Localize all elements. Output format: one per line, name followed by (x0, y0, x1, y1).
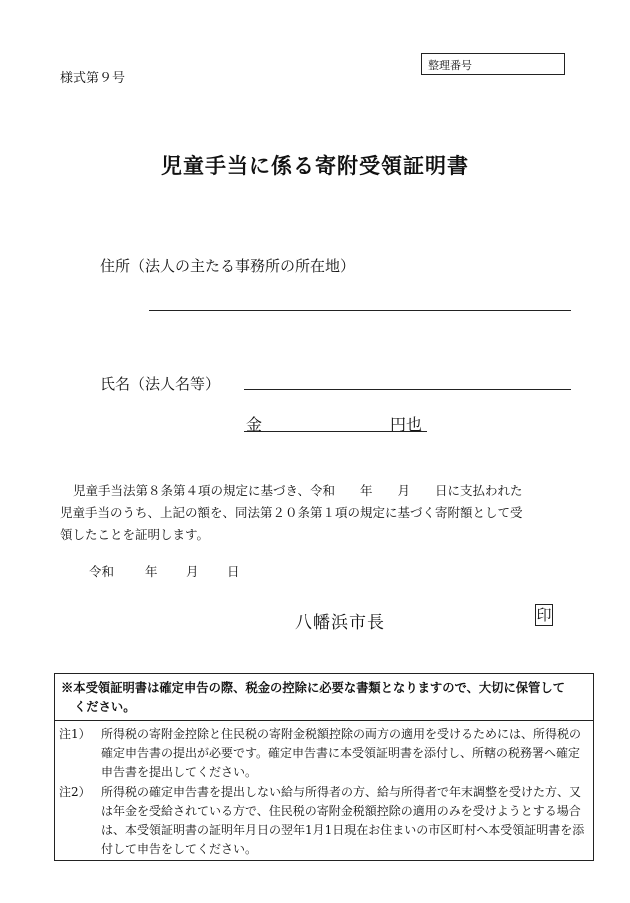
note-2-text: 所得税の確定申告書を提出しない給与所得者の方、給与所得者で年末調整を受けた方、又は年金を受給されている方で、住民税の寄附金税額控除の適用のみを受けようとする場合は、本受領証明書の証明年月日の翌年1月1日現在お住まいの市区町村へ本受領証明書を添付して申告をしてください。 (101, 784, 585, 857)
notice-heading (55, 674, 593, 721)
reference-number-field[interactable] (421, 53, 565, 75)
certification-line-2: 児童手当のうち、上記の額を、同法第２０条第１項の規定に基づく寄附額として受 (60, 505, 523, 520)
address-label: 住所（法人の主たる事務所の所在地） (100, 257, 356, 275)
note-1 (55, 725, 593, 783)
certification-line-3: 領したことを証明します。 (60, 527, 210, 542)
notice-heading-line-2: ください。 (74, 699, 136, 714)
notice-box (54, 673, 594, 861)
note-1-label: 注1） (59, 727, 91, 741)
note-2-label: 注2） (59, 784, 91, 799)
date-day: 日 (227, 564, 240, 579)
date-month: 月 (186, 564, 199, 579)
name-line[interactable] (244, 389, 571, 390)
name-label: 氏名（法人名等） (100, 375, 221, 393)
document-title: 児童手当に係る寄附受領証明書 (161, 153, 469, 178)
notice-heading-line-1: ※本受領証明書は確定申告の際、税金の控除に必要な書類となりますので、大切に保管して (61, 680, 565, 695)
date-year: 年 (145, 564, 158, 579)
issuer-name: 八幡浜市長 (295, 613, 385, 633)
amount-prefix: 金 (246, 415, 263, 434)
note-2 (55, 783, 593, 860)
reference-number-label: 整理番号 (428, 59, 472, 72)
certification-text (60, 480, 572, 546)
note-1-text: 所得税の寄附金控除と住民税の寄附金税額控除の両方の適用を受けるためには、所得税の確定申告書の提出が必要です。確定申告書に本受領証明書を添付し、所轄の税務署へ確定申告書を提出してください。 (101, 727, 582, 780)
certification-line-1: 児童手当法第８条第４項の規定に基づき、令和 年 月 日に支払われた (73, 483, 523, 498)
form-number: 様式第９号 (60, 71, 126, 86)
date-era: 令和 (89, 564, 115, 579)
seal-mark: 印 (536, 606, 552, 624)
amount-suffix: 円也 (390, 415, 423, 434)
amount-underline[interactable] (244, 431, 427, 432)
address-line[interactable] (149, 310, 571, 311)
